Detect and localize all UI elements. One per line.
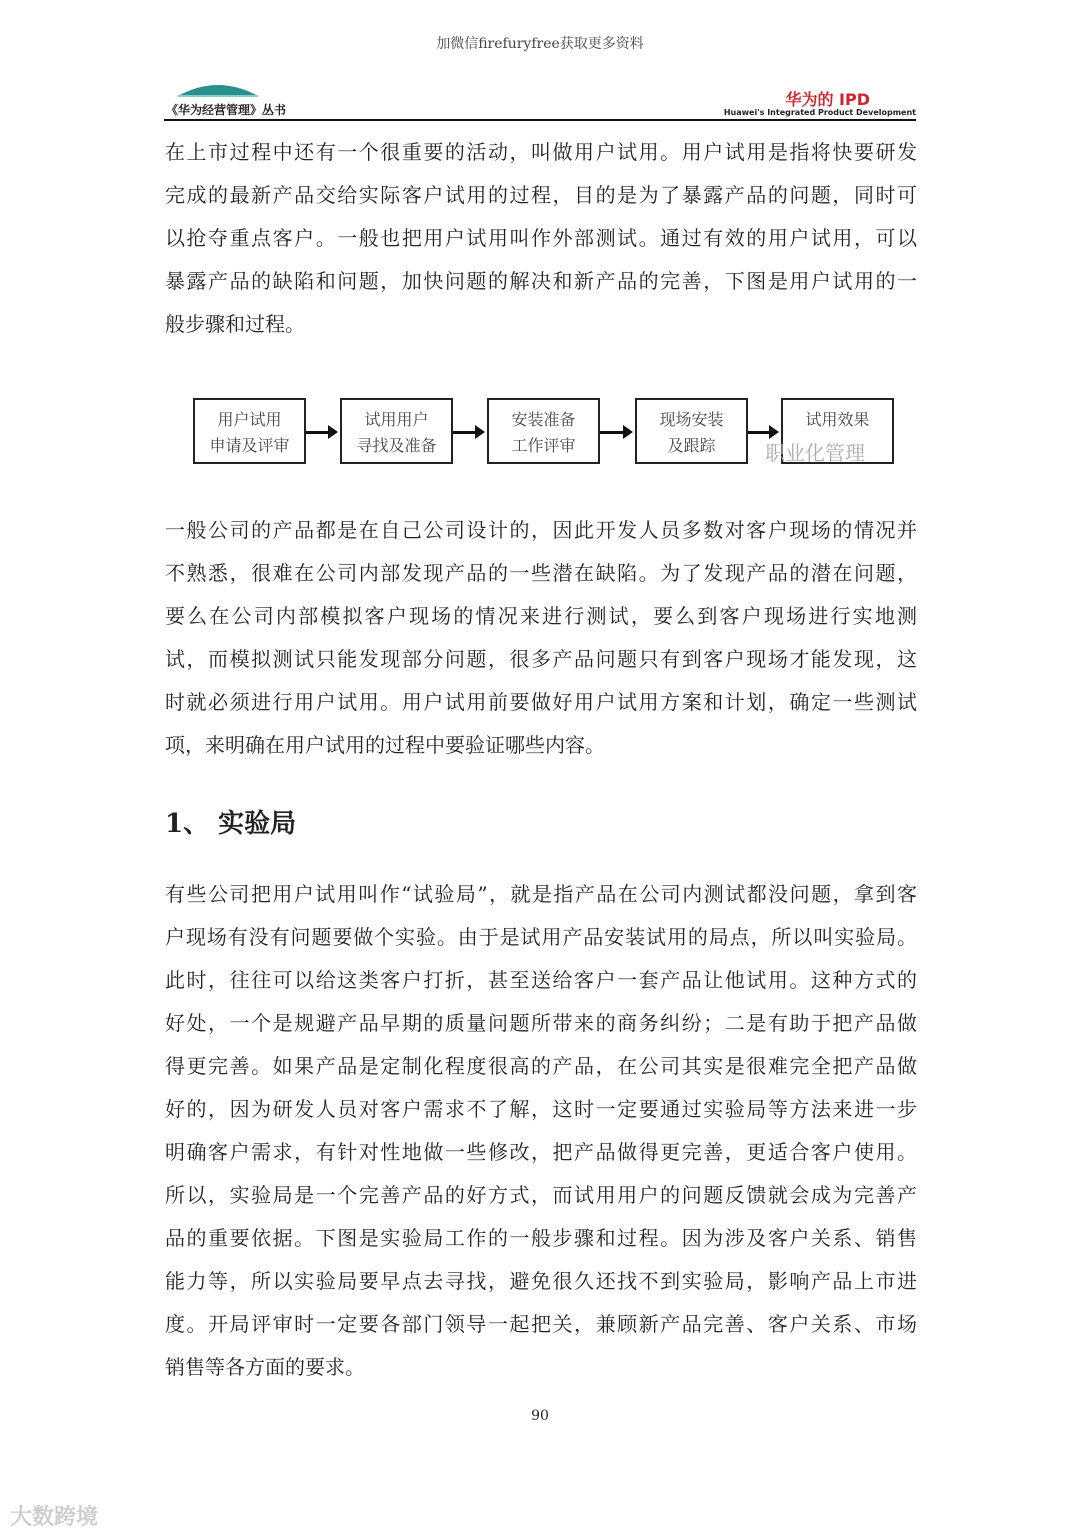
flow-step-label: 寻找及准备 bbox=[356, 436, 437, 455]
logo-icon bbox=[178, 80, 258, 98]
header-rule bbox=[164, 119, 916, 121]
text-line: 销售等各方面的要求。 bbox=[165, 1355, 365, 1379]
top-note: 加微信firefuryfree获取更多资料 bbox=[436, 36, 644, 52]
flow-step bbox=[487, 398, 600, 464]
flow-step-label: 用户试用 bbox=[217, 410, 282, 429]
flow-step bbox=[193, 398, 306, 464]
flow-step bbox=[340, 398, 453, 464]
text-line: 所以，实验局是一个完善产品的好方式，而试用用户的问题反馈就会成为完善产 bbox=[165, 1183, 917, 1207]
text-line: 项，来明确在用户试用的过程中要验证哪些内容。 bbox=[165, 733, 605, 757]
brand-subtitle: Huawei's Integrated Product Development bbox=[723, 108, 916, 117]
text-line: 时就必须进行用户试用。用户试用前要做好用户试用方案和计划，确定一些测试 bbox=[165, 690, 917, 714]
flow-step-label: 申请及评审 bbox=[209, 436, 290, 455]
arrow-icon bbox=[306, 431, 335, 434]
flow-step-label: 试用用户 bbox=[364, 410, 429, 429]
text-line: 户现场有没有问题要做个实验。由于是试用产品安装试用的局点，所以叫实验局。 bbox=[165, 925, 917, 949]
paragraph-3 bbox=[165, 873, 917, 1389]
text-line: 此时，往往可以给这类客户打折，甚至送给客户一套产品让他试用。这种方式的 bbox=[165, 968, 917, 992]
text-line: 品的重要依据。下图是实验局工作的一般步骤和过程。因为涉及客户关系、销售 bbox=[165, 1226, 917, 1250]
corner-watermark: 大数跨境 bbox=[10, 1505, 99, 1530]
text-line: 在上市过程中还有一个很重要的活动，叫做用户试用。用户试用是指将快要研发 bbox=[165, 140, 917, 164]
paragraph-2 bbox=[165, 509, 917, 767]
text-line: 得更完善。如果产品是定制化程度很高的产品，在公司其实是很难完全把产品做 bbox=[165, 1054, 917, 1078]
flow-step bbox=[635, 398, 748, 464]
text-line: 能力等，所以实验局要早点去寻找，避免很久还找不到实验局，影响产品上市进 bbox=[165, 1269, 917, 1293]
brand-title: 华为的 IPD bbox=[785, 90, 870, 109]
text-line: 好的，因为研发人员对客户需求不了解，这时一定要通过实验局等方法来进一步 bbox=[165, 1097, 917, 1121]
flow-step-label: 安装准备 bbox=[511, 410, 576, 429]
flow-step-label: 现场安装 bbox=[659, 410, 724, 429]
text-line: 以抢夺重点客户。一般也把用户试用叫作外部测试。通过有效的用户试用，可以 bbox=[165, 226, 917, 250]
watermark: 职业化管理 bbox=[765, 441, 865, 465]
text-line: 明确客户需求，有针对性地做一些修改，把产品做得更完善，更适合客户使用。 bbox=[165, 1140, 917, 1164]
series-title: 《华为经营管理》丛书 bbox=[166, 103, 287, 117]
arrow-icon bbox=[453, 431, 482, 434]
text-line: 般步骤和过程。 bbox=[165, 312, 305, 336]
arrow-icon bbox=[748, 431, 776, 434]
text-line: 有些公司把用户试用叫作“试验局”，就是指产品在公司内测试都没问题，拿到客 bbox=[165, 882, 917, 906]
paragraph-1 bbox=[165, 131, 917, 346]
text-line: 度。开局评审时一定要各部门领导一起把关，兼顾新产品完善、客户关系、市场 bbox=[165, 1312, 917, 1336]
flow-step-label: 工作评审 bbox=[511, 436, 576, 455]
page-number: 90 bbox=[531, 1408, 549, 1424]
text-line: 要么在公司内部模拟客户现场的情况来进行测试，要么到客户现场进行实地测 bbox=[165, 604, 917, 628]
text-line: 好处，一个是规避产品早期的质量问题所带来的商务纠纷；二是有助于把产品做 bbox=[165, 1011, 917, 1035]
text-line: 一般公司的产品都是在自己公司设计的，因此开发人员多数对客户现场的情况并 bbox=[165, 518, 917, 542]
text-line: 暴露产品的缺陷和问题，加快问题的解决和新产品的完善，下图是用户试用的一 bbox=[165, 269, 917, 293]
text-line: 试，而模拟测试只能发现部分问题，很多产品问题只有到客户现场才能发现，这 bbox=[165, 647, 917, 671]
flow-step-label: 试用效果 bbox=[805, 410, 870, 429]
text-line: 不熟悉，很难在公司内部发现产品的一些潜在缺陷。为了发现产品的潜在问题， bbox=[165, 561, 917, 585]
text-line: 完成的最新产品交给实际客户试用的过程，目的是为了暴露产品的问题，同时可 bbox=[165, 183, 917, 207]
arrow-icon bbox=[600, 431, 630, 434]
flow-step-label: 及跟踪 bbox=[667, 436, 716, 455]
section-heading: 1、 实验局 bbox=[165, 809, 297, 839]
